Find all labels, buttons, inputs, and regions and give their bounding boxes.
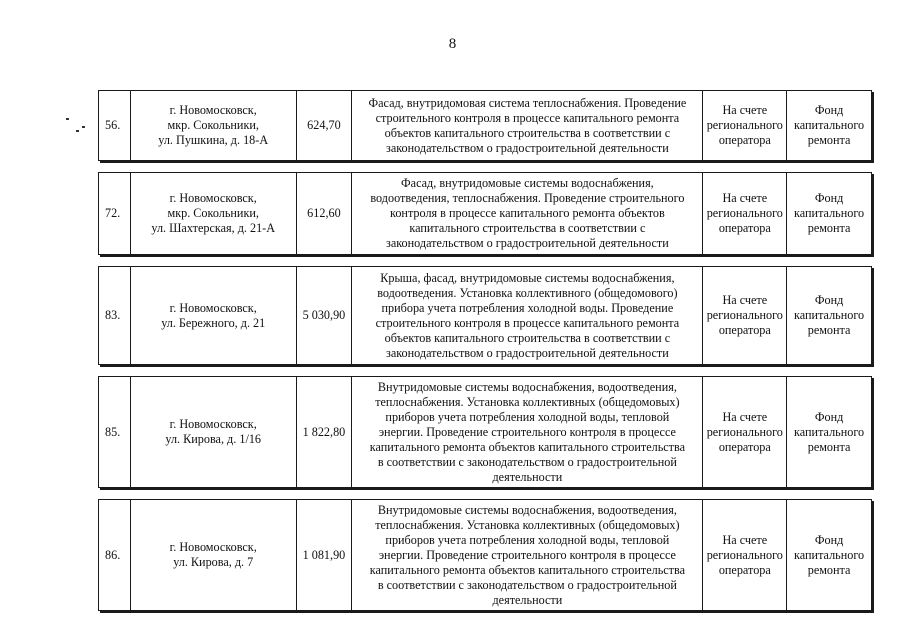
table-row <box>98 266 872 365</box>
address-cell: г. Новомосковск, ул. Бережного, д. 21 <box>131 267 297 364</box>
table-row <box>98 499 872 611</box>
row-number: 72. <box>99 173 131 254</box>
scan-mark <box>82 126 85 128</box>
repair-table <box>98 90 872 622</box>
fund-cell: Фонд капитального ремонта <box>794 532 865 577</box>
scan-mark <box>66 118 69 120</box>
table-row <box>98 90 872 161</box>
works-cell: Внутридомовые системы водоснабжения, водоотведения, теплоснабжения. Установка коллективных (общедомовых) приборов учета потребления холодной воды, тепловой энергии. Проведение строительного контроля в процессе капитального ремонта объектов капитального строительства в соответствии с законодательством о градостроительной деятельности <box>352 377 703 487</box>
fund-cell: Фонд капитального ремонта <box>794 103 865 147</box>
table-row <box>98 376 872 488</box>
row-number: 85. <box>99 377 131 487</box>
table-row <box>98 172 872 255</box>
account-cell: На счете регионального оператора <box>703 173 787 254</box>
area-cell: 5 030,90 <box>297 267 353 364</box>
fund-cell: Фонд капитального ремонта <box>794 191 865 235</box>
account-cell: На счете регионального оператора <box>703 91 787 160</box>
address-cell: г. Новомосковск, мкр. Сокольники, ул. Шахтерская, д. 21-А <box>131 173 297 254</box>
address-cell: г. Новомосковск, ул. Кирова, д. 7 <box>131 500 297 610</box>
works-cell: Фасад, внутридомовые системы водоснабжения, водоотведения, теплоснабжения. Проведение строительного контроля в процессе капитального ремонта объектов капитального строительства в соответствии с законодательством о градостроительной деятельности <box>352 173 703 254</box>
fund-cell: Фонд капитального ремонта <box>794 409 865 454</box>
account-cell: На счете регионального оператора <box>703 377 787 487</box>
address-cell: г. Новомосковск, мкр. Сокольники, ул. Пушкина, д. 18-А <box>131 91 297 160</box>
works-cell: Внутридомовые системы водоснабжения, водоотведения, теплоснабжения. Установка коллективных (общедомовых) приборов учета потребления холодной воды, тепловой энергии. Проведение строительного контроля в процессе капитального ремонта объектов капитального строительства в соответствии с законодательством о градостроительной деятельности <box>352 500 703 610</box>
row-number: 56. <box>99 91 131 160</box>
fund-cell: Фонд капитального ремонта <box>794 293 865 337</box>
area-cell: 612,60 <box>297 173 353 254</box>
account-cell: На счете регионального оператора <box>703 267 787 364</box>
page-number: 8 <box>448 36 457 52</box>
row-number: 86. <box>99 500 131 610</box>
works-cell: Крыша, фасад, внутридомовые системы водоснабжения, водоотведения. Установка коллективного (общедомового) прибора учета потребления холодной воды. Проведение строительного контроля в процессе капитального ремонта объектов капитального строительства в соответствии с законодательством о градостроительной деятельности <box>352 267 703 364</box>
account-cell: На счете регионального оператора <box>703 500 787 610</box>
area-cell: 1 822,80 <box>297 377 353 487</box>
works-cell: Фасад, внутридомовая система теплоснабжения. Проведение строительного контроля в процессе капитального ремонта объектов капитального строительства в соответствии с законодательством о градостроительной деятельности <box>352 91 703 160</box>
scan-mark <box>76 130 79 132</box>
address-cell: г. Новомосковск, ул. Кирова, д. 1/16 <box>131 377 297 487</box>
area-cell: 624,70 <box>297 91 353 160</box>
row-number: 83. <box>99 267 131 364</box>
area-cell: 1 081,90 <box>297 500 353 610</box>
